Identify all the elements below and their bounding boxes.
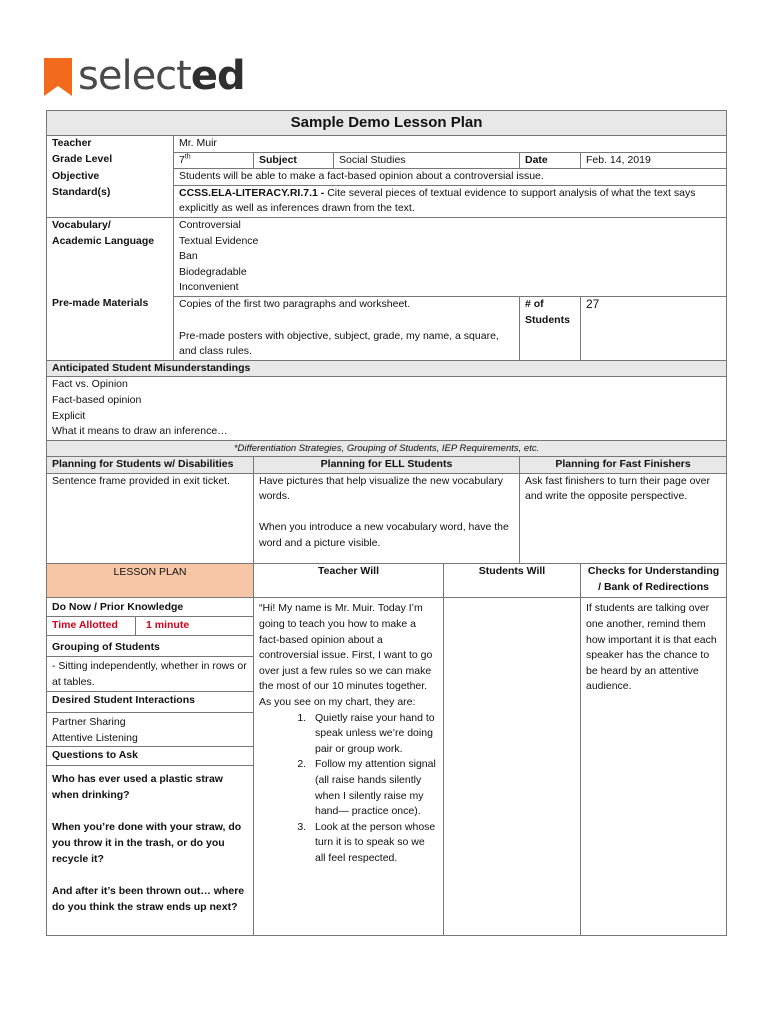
standards-value: CCSS.ELA-LITERACY.RI.7.1 - Cite several pieces of textual evidence to support analysis of what the text says explicitly as well as inferences drawn from the text. xyxy=(174,185,727,217)
vocab-item: Controversial xyxy=(179,218,241,231)
grade-value: 7th xyxy=(174,152,254,169)
date-label: Date xyxy=(520,152,581,169)
lesson-plan-table xyxy=(46,110,727,936)
interaction-item: Attentive Listening xyxy=(52,731,138,744)
logo-text: selected xyxy=(78,53,245,99)
page-title: Sample Demo Lesson Plan xyxy=(47,111,727,136)
disabilities-header: Planning for Students w/ Disabilities xyxy=(47,457,254,474)
students-will-header: Students Will xyxy=(444,564,581,598)
fast-finishers-text: Ask fast finishers to turn their page over and write the opposite perspective. xyxy=(520,473,727,563)
checks-text: If students are talking over one another, remind them how important it is that each speaker has the chance to be heard by an attentive audience. xyxy=(581,598,727,935)
students-count-label: # of Students xyxy=(520,296,581,360)
grouping-label: Grouping of Students xyxy=(47,636,253,658)
grade-label: Grade Level xyxy=(47,152,174,169)
students-count-value: 27 xyxy=(581,296,727,360)
time-allotted-label: Time Allotted xyxy=(47,617,136,635)
vocab-item: Ban xyxy=(179,250,198,263)
misunderstanding-item: Fact-based opinion xyxy=(52,393,142,406)
teacher-will-text: “Hi! My name is Mr. Muir. Today I’m going to teach you how to make a fact-based opinion about a controversial issue. First, I want to go over just a few rules so we can make the most of our 10 minutes together. As you see on my chart, they are: 1. Quietly raise your hand to speak unless we’re doing pair or group work. 2. Follow my attention signal (all raise hands silently when I silently raise my hand— practice once). 3. Look at the person whose turn it is to speak so we all feel respected. xyxy=(254,598,444,935)
vocabulary-list xyxy=(174,217,727,296)
objective-value: Students will be able to make a fact-based opinion about a controversial issue. xyxy=(174,169,727,186)
time-allotted-value: 1 minute xyxy=(146,619,190,632)
lesson-plan-header: LESSON PLAN xyxy=(47,564,254,598)
objective-label: Objective xyxy=(47,169,174,186)
checks-header: Checks for Understanding / Bank of Redirections xyxy=(581,564,727,598)
teacher-will-header: Teacher Will xyxy=(254,564,444,598)
vocab-item: Biodegradable xyxy=(179,265,247,278)
subject-value: Social Studies xyxy=(334,152,520,169)
disabilities-text: Sentence frame provided in exit ticket. xyxy=(47,473,254,563)
vocabulary-label: Vocabulary/ Academic Language xyxy=(47,217,174,296)
fast-finishers-header: Planning for Fast Finishers xyxy=(520,457,727,474)
misunderstandings-header: Anticipated Student Misunderstandings xyxy=(47,360,727,377)
interaction-item: Partner Sharing xyxy=(52,716,126,728)
teacher-label: Teacher xyxy=(47,136,174,153)
rule-item: 1. Quietly raise your hand to speak unless we’re doing pair or group work. xyxy=(309,711,438,758)
vocab-item: Inconvenient xyxy=(179,281,239,294)
students-will-text xyxy=(444,598,581,935)
vocab-item: Textual Evidence xyxy=(179,234,259,247)
subject-label: Subject xyxy=(254,152,334,169)
date-value: Feb. 14, 2019 xyxy=(581,152,727,169)
rule-item: 2. Follow my attention signal (all raise hands silently when I silently raise my hand— practice once). xyxy=(309,757,438,819)
standards-label: Standard(s) xyxy=(47,185,174,217)
bookmark-logo-icon xyxy=(44,50,72,96)
question-item: Who has ever used a plastic straw when drinking? xyxy=(52,772,223,801)
do-now-label: Do Now / Prior Knowledge xyxy=(47,598,253,617)
materials-label: Pre-made Materials xyxy=(47,296,174,360)
selected-logo xyxy=(44,46,245,99)
questions-label: Questions to Ask xyxy=(47,747,253,766)
misunderstandings-list xyxy=(47,377,727,440)
interactions-label: Desired Student Interactions xyxy=(47,692,253,713)
differentiation-note: *Differentiation Strategies, Grouping of Students, IEP Requirements, etc. xyxy=(47,440,727,457)
lesson-plan-details xyxy=(47,598,254,935)
teacher-value: Mr. Muir xyxy=(174,136,727,153)
interactions-list xyxy=(47,713,253,747)
question-item: When you’re done with your straw, do you throw it in the trash, or do you recycle it? xyxy=(52,820,242,865)
time-allotted-row xyxy=(47,617,253,636)
rule-item: 3. Look at the person whose turn it is to speak so we all feel respected. xyxy=(309,820,438,867)
misunderstanding-item: What it means to draw an inference… xyxy=(52,425,228,438)
grouping-text: - Sitting independently, whether in rows or at tables. xyxy=(47,657,253,692)
ell-text: Have pictures that help visualize the new vocabulary words. When you introduce a new vocabulary word, have the word and a picture visible. xyxy=(254,473,520,563)
ell-header: Planning for ELL Students xyxy=(254,457,520,474)
questions-list xyxy=(47,766,253,935)
materials-value: Copies of the first two paragraphs and worksheet. Pre-made posters with objective, subject, grade, my name, a square, and class rules. xyxy=(174,296,520,360)
question-item: And after it’s been thrown out… where do you think the straw ends up next? xyxy=(52,884,245,913)
misunderstanding-item: Explicit xyxy=(52,409,86,422)
misunderstanding-item: Fact vs. Opinion xyxy=(52,378,128,391)
